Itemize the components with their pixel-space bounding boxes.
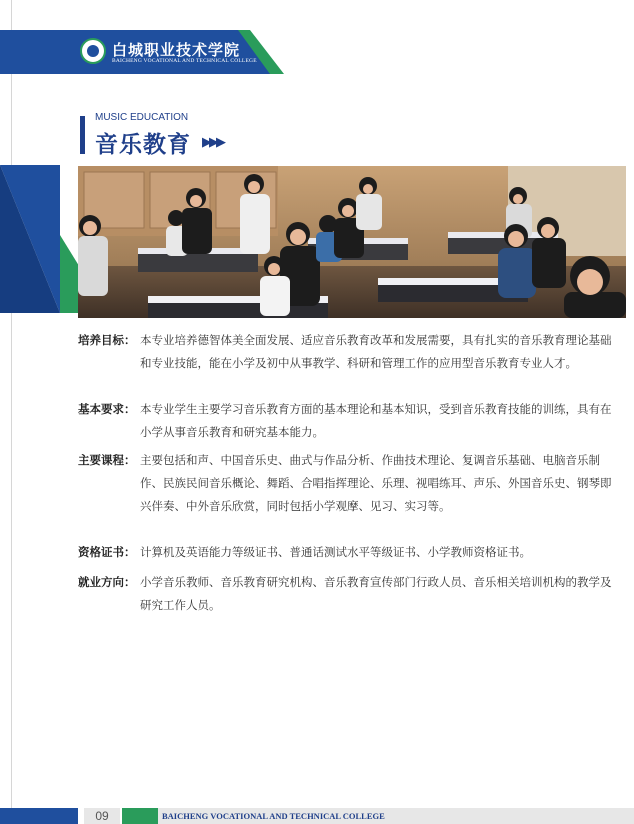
section-accent-bar	[80, 116, 85, 154]
item-text: 本专业学生主要学习音乐教育方面的基本理论和基本知识，受到音乐教育技能的训练，具有在小学从事音乐教育和研究基本能力。	[140, 402, 612, 439]
college-name-cn: 白城职业技术学院	[112, 41, 241, 59]
item-label: 资格证书：	[78, 545, 136, 559]
item-text: 主要包括和声、中国音乐史、曲式与作品分析、作曲技术理论、复调音乐基础、电脑音乐制作、民族民间音乐概论、舞蹈、合唱指挥理论、乐理、视唱练耳、声乐、外国音乐史、钢琴即兴伴奏、中外音乐欣赏，同时包括小学观摩、见习、实习等。	[140, 453, 612, 513]
college-logo-icon	[80, 38, 106, 64]
item-label: 基本要求：	[78, 402, 136, 416]
item-text: 本专业培养德智体美全面发展、适应音乐教育改革和发展需要，具有扎实的音乐教育理论基础和专业技能，能在小学及初中从事教学、科研和管理工作的应用型音乐教育专业人才。	[140, 333, 612, 370]
triple-arrow-icon: ▶▶▶	[202, 135, 223, 150]
section-title-cn: 音乐教育	[95, 132, 191, 158]
footer-green-block	[122, 808, 158, 824]
item-text: 小学音乐教师、音乐教育研究机构、音乐教育宣传部门行政人员、音乐相关培训机构的教学及研究工作人员。	[140, 575, 612, 612]
item-label: 培养目标：	[78, 333, 136, 347]
page-number: 09	[84, 808, 120, 824]
footer-blue-block	[0, 808, 78, 824]
college-name-en: BAICHENG VOCATIONAL AND TECHNICAL COLLEGE	[112, 58, 257, 64]
item-text: 计算机及英语能力等级证书、普通话测试水平等级证书、小学教师资格证书。	[140, 545, 531, 559]
page-edge-rule	[11, 0, 12, 824]
classroom-photo	[78, 166, 626, 318]
item-label: 就业方向：	[78, 575, 136, 589]
footer-college-name: BAICHENG VOCATIONAL AND TECHNICAL COLLEGE	[162, 811, 385, 821]
section-title-en: MUSIC EDUCATION	[95, 112, 189, 123]
item-label: 主要课程：	[78, 453, 136, 467]
